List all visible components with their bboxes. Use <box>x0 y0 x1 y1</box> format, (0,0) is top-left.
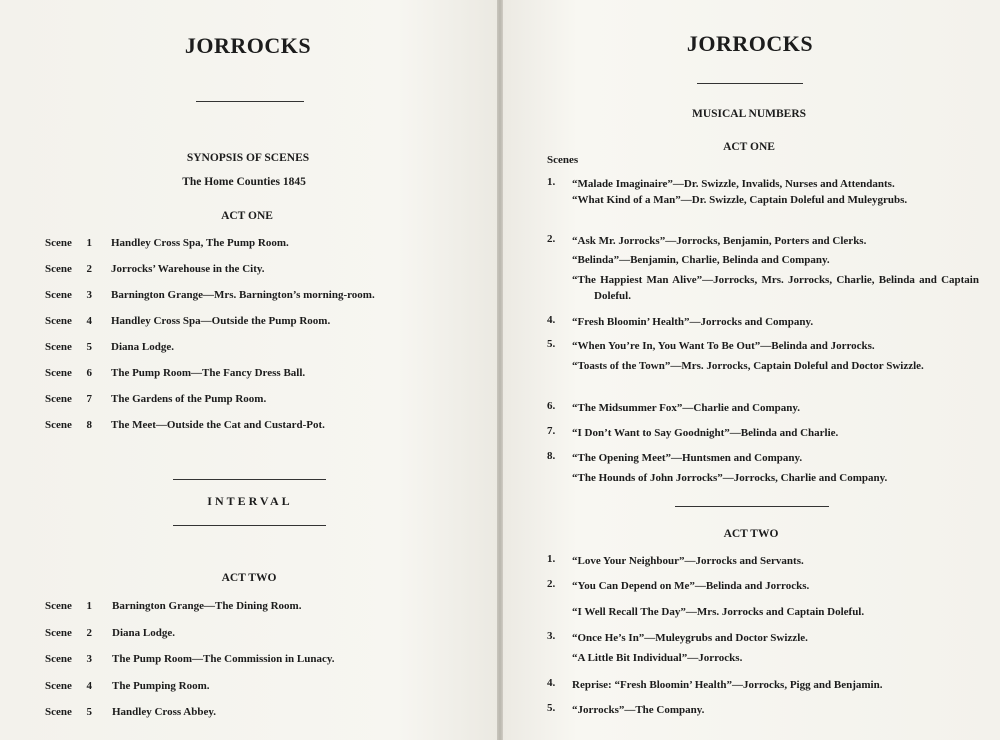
interval-label: INTERVAL <box>207 494 293 508</box>
song-entry: “Ask Mr. Jorrocks”—Jorrocks, Benjamin, Porters and Clerks. <box>572 235 867 247</box>
number-index: 1. <box>547 176 556 188</box>
song-entry: “I Well Recall The Day”—Mrs. Jorrocks and Captain Doleful. <box>572 606 865 618</box>
song-entry: “You Can Depend on Me”—Belinda and Jorrocks. <box>572 580 810 592</box>
song-entry: “Fresh Bloomin’ Health”—Jorrocks and Company. <box>572 316 814 328</box>
number-index: 3. <box>547 630 556 642</box>
setting-line: The Home Counties 1845 <box>182 176 306 188</box>
scene-description: The Gardens of the Pump Room. <box>111 393 267 405</box>
act-two-heading: ACT TWO <box>221 572 277 584</box>
song-entry: “The Happiest Man Alive”—Jorrocks, Mrs. Jorrocks, Charlie, Belinda and Captain Doleful. <box>572 274 979 302</box>
scene-label: Scene <box>45 237 72 249</box>
number-index: 4. <box>547 677 556 689</box>
scene-label: Scene <box>45 419 72 431</box>
scene-number: 6 <box>86 367 92 379</box>
scene-description: Handley Cross Spa, The Pump Room. <box>111 237 289 249</box>
right-page <box>503 0 1000 740</box>
scene-number: 5 <box>86 706 92 718</box>
interval-bottom-divider <box>173 525 326 526</box>
scene-number: 3 <box>86 653 92 665</box>
scene-description: The Pumping Room. <box>112 680 210 692</box>
scene-label: Scene <box>45 706 72 718</box>
number-index: 6. <box>547 400 556 412</box>
scene-number: 4 <box>86 315 92 327</box>
song-entry: “Toasts of the Town”—Mrs. Jorrocks, Captain Doleful and Doctor Swizzle. <box>572 360 924 372</box>
act-one-heading: ACT ONE <box>723 141 775 153</box>
scene-description: Handley Cross Abbey. <box>112 706 217 718</box>
scene-label: Scene <box>45 315 72 327</box>
song-entry: “Once He’s In”—Muleygrubs and Doctor Swizzle. <box>572 632 808 644</box>
scene-label: Scene <box>45 627 72 639</box>
song-entry: Reprise: “Fresh Bloomin’ Health”—Jorrocks, Pigg and Benjamin. <box>572 679 883 691</box>
scene-description: Barnington Grange—The Dining Room. <box>112 600 302 612</box>
scene-number: 8 <box>86 419 92 431</box>
left-page-title: JORROCKS <box>184 33 312 58</box>
act-two-heading: ACT TWO <box>723 528 779 540</box>
scene-description: Jorrocks’ Warehouse in the City. <box>111 263 265 275</box>
scene-description: Diana Lodge. <box>112 627 175 639</box>
number-index: 5. <box>547 338 556 350</box>
scene-description: Diana Lodge. <box>111 341 174 353</box>
scene-label: Scene <box>45 367 72 379</box>
synopsis-heading: SYNOPSIS OF SCENES <box>186 152 310 164</box>
song-entry: “Malade Imaginaire”—Dr. Swizzle, Invalids, Nurses and Attendants. <box>572 178 895 190</box>
title-divider <box>196 101 304 102</box>
right-page-title: JORROCKS <box>686 31 814 56</box>
scene-label: Scene <box>45 393 72 405</box>
song-entry: “Belinda”—Benjamin, Charlie, Belinda and Company. <box>572 254 830 266</box>
song-entry: “The Hounds of John Jorrocks”—Jorrocks, Charlie and Company. <box>572 472 888 484</box>
scene-number: 2 <box>86 263 92 275</box>
scene-description: The Pump Room—The Fancy Dress Ball. <box>111 367 306 379</box>
scene-number: 7 <box>86 393 92 405</box>
number-index: 5. <box>547 702 556 714</box>
song-entry: “The Opening Meet”—Huntsmen and Company. <box>572 452 803 464</box>
song-entry: “What Kind of a Man”—Dr. Swizzle, Captain Doleful and Muleygrubs. <box>572 194 908 206</box>
scene-label: Scene <box>45 653 72 665</box>
number-index: 7. <box>547 425 556 437</box>
number-index: 2. <box>547 233 556 245</box>
scene-label: Scene <box>45 600 72 612</box>
song-entry: “Love Your Neighbour”—Jorrocks and Servants. <box>572 555 804 567</box>
act-one-heading: ACT ONE <box>221 210 273 222</box>
scene-label: Scene <box>45 263 72 275</box>
song-entry: “A Little Bit Individual”—Jorrocks. <box>572 652 743 664</box>
title-divider <box>697 83 803 84</box>
song-entry: “Jorrocks”—The Company. <box>572 704 705 716</box>
song-entry: “The Midsummer Fox”—Charlie and Company. <box>572 402 801 414</box>
scene-number: 1 <box>86 237 92 249</box>
scene-description: The Meet—Outside the Cat and Custard-Pot. <box>111 419 325 431</box>
song-entry: “When You’re In, You Want To Be Out”—Belinda and Jorrocks. <box>572 340 875 352</box>
song-entry: “I Don’t Want to Say Goodnight”—Belinda and Charlie. <box>572 427 839 439</box>
scene-label: Scene <box>45 341 72 353</box>
scene-number: 4 <box>86 680 92 692</box>
number-index: 1. <box>547 553 556 565</box>
interval-top-divider <box>173 479 326 480</box>
scene-description: The Pump Room—The Commission in Lunacy. <box>112 653 335 665</box>
musical-numbers-heading: MUSICAL NUMBERS <box>691 108 807 120</box>
scene-description: Handley Cross Spa—Outside the Pump Room. <box>111 315 331 327</box>
scene-number: 1 <box>86 600 92 612</box>
number-index: 4. <box>547 314 556 326</box>
scene-number: 2 <box>86 627 92 639</box>
scene-number: 3 <box>86 289 92 301</box>
scene-description: Barnington Grange—Mrs. Barnington’s morning-room. <box>111 289 375 301</box>
act-divider <box>675 506 829 507</box>
number-index: 8. <box>547 450 556 462</box>
scene-label: Scene <box>45 289 72 301</box>
scene-number: 5 <box>86 341 92 353</box>
left-page <box>0 0 497 740</box>
number-index: 2. <box>547 578 556 590</box>
scene-label: Scene <box>45 680 72 692</box>
scenes-column-label: Scenes <box>547 154 579 166</box>
